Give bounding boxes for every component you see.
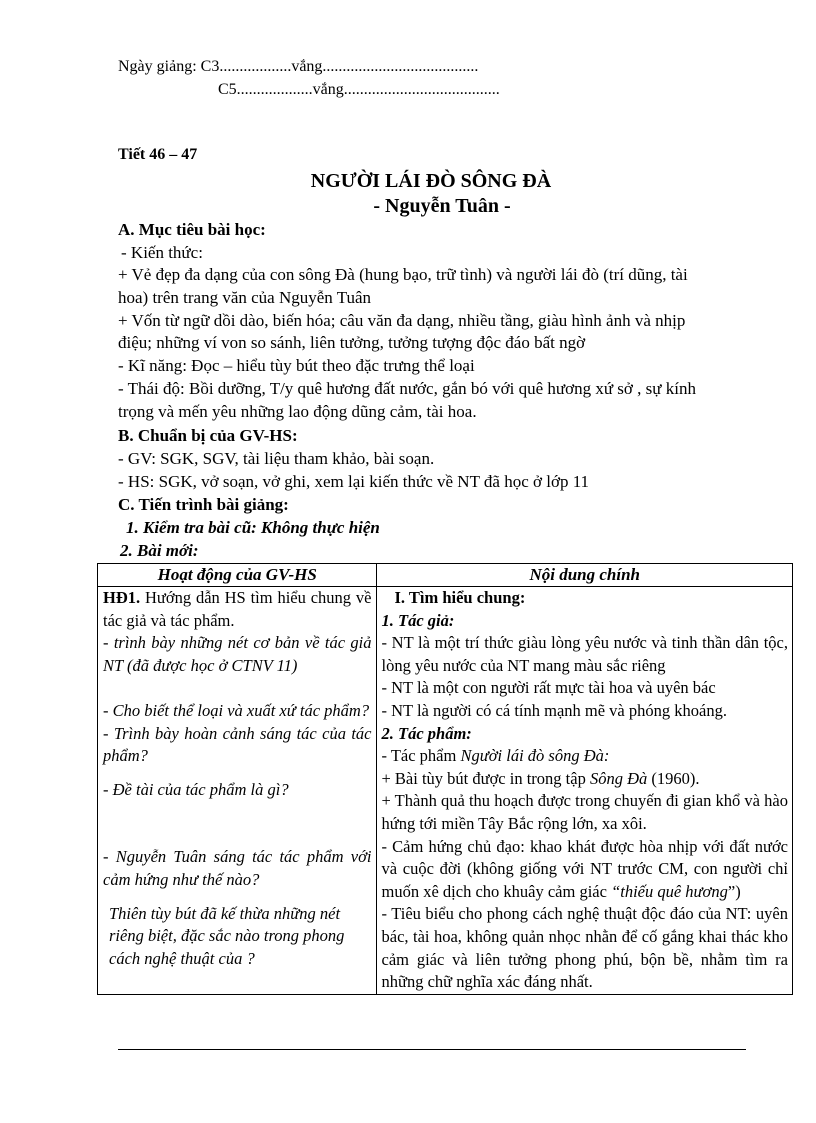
column-header-activities: Hoạt động của GV-HS	[98, 564, 377, 587]
inspiration-text: - Cảm hứng chủ đạo: khao khát được hòa nhịp với đất nước và cuộc đời (không giống với NT trước CM, con người chỉ muốn xê dịch cho khuây cảm giác	[381, 836, 788, 901]
teaching-date-line-1: Ngày giảng: C3..................vắng.......................................	[118, 58, 479, 75]
author-point: - NT là một con người rất mực tài hoa và uyên bác	[381, 678, 716, 698]
section-a-line: - Kĩ năng: Đọc – hiểu tùy bút theo đặc trưng thể loại	[118, 356, 475, 375]
section-a-line: trọng và mến yêu những lao động dũng cảm, tài hoa.	[118, 402, 477, 421]
inspiration-suffix: ”)	[727, 881, 741, 901]
activity-hd1	[103, 587, 372, 632]
section-a-heading: A. Mục tiêu bài học:	[118, 220, 266, 239]
question-genre: - Cho biết thể loại và xuất xứ tác phẩm?	[103, 700, 370, 720]
work-point	[382, 768, 789, 791]
section-a-line: hoa) trên trang văn của Nguyễn Tuân	[118, 288, 372, 307]
section-a-line: điệu; những ví von so sánh, liên tưởng, tưởng tượng độc đáo bất ngờ	[118, 333, 586, 352]
question-inspiration: - Nguyễn Tuân sáng tác tác phẩm với cảm hứng như thế nào?	[103, 847, 372, 889]
work-title: Người lái đò sông Đà:	[460, 746, 610, 766]
section-c-heading: C. Tiến trình bài giảng:	[118, 495, 289, 514]
section-c-item-1: 1. Kiểm tra bài cũ: Không thực hiện	[126, 518, 380, 537]
section-b-heading: B. Chuẩn bị của GV-HS:	[118, 426, 298, 445]
subheading-work: 2. Tác phẩm:	[381, 723, 472, 743]
question-topic: - Đề tài của tác phẩm là gì?	[103, 779, 289, 799]
hd1-text: Hướng dẫn HS tìm hiểu chung về tác giả và tác phẩm.	[103, 588, 372, 630]
section-a-line: - Kiến thức:	[121, 243, 203, 262]
lesson-title: NGƯỜI LÁI ĐÒ SÔNG ĐÀ	[310, 170, 552, 192]
section-b-line: - HS: SGK, vở soạn, vở ghi, xem lại kiến thức về NT đã học ở lớp 11	[118, 472, 590, 491]
section-a-line: - Thái độ: Bồi dưỡng, T/y quê hương đất nước, gắn bó với quê hương xứ sở , sự kính	[118, 379, 696, 398]
subheading-author: 1. Tác giả:	[381, 610, 455, 630]
inspiration-quote: “thiếu quê hương	[611, 881, 728, 901]
content-cell	[376, 587, 793, 995]
collection-prefix: + Bài tùy bút được in trong tập	[381, 768, 590, 788]
work-point: + Thành quả thu hoạch được trong chuyến đi gian khổ và hào hứng tới miền Tây Bắc rộng lớn, xa xôi.	[381, 791, 788, 833]
section-c-item-2: 2. Bài mới:	[120, 541, 199, 560]
collection-suffix: (1960).	[647, 768, 700, 788]
work-prefix: - Tác phẩm	[381, 746, 461, 766]
teaching-date-line-2: C5...................vắng.......................................	[218, 81, 500, 98]
bottom-rule	[118, 1049, 746, 1050]
table-row	[98, 587, 793, 995]
table-header-row	[98, 564, 793, 587]
section-a-line: + Vẻ đẹp đa dạng của con sông Đà (hung bạo, trữ tình) và người lái đò (trí dũng, tài	[118, 265, 688, 284]
work-point	[382, 836, 789, 904]
section-a-line: + Vốn từ ngữ dồi dào, biến hóa; câu văn đa dạng, nhiều tầng, giàu hình ảnh và nhịp	[118, 311, 686, 330]
work-point: - Tiêu biểu cho phong cách nghệ thuật độc đáo của NT: uyên bác, tài hoa, không quản nhọc nhằn để cố gắng khai thác kho cảm giác và liên tưởng phong phú, bộn bề, nhằm tìm ra những chữ nghĩa xác đáng nhất.	[381, 904, 788, 992]
lesson-period: Tiết 46 – 47	[118, 146, 198, 163]
work-point	[382, 745, 789, 768]
part-1-heading: I. Tìm hiểu chung:	[394, 588, 526, 607]
question-author: - trình bày những nét cơ bản về tác giả NT (đã được học ở CTNV 11)	[103, 633, 372, 675]
author-point: - NT là một trí thức giàu lòng yêu nước và tinh thần dân tộc, lòng yêu nước của NT mang màu sắc riêng	[381, 633, 788, 675]
question-context: - Trình bày hoàn cảnh sáng tác của tác phẩm?	[103, 723, 372, 766]
column-header-content: Nội dung chính	[376, 564, 793, 587]
hd1-label: HĐ1.	[103, 588, 141, 607]
lesson-author: - Nguyễn Tuân -	[373, 195, 511, 217]
question-style: Thiên tùy bút đã kế thừa những nét riêng biệt, đặc sắc nào trong phong cách nghệ thuật của ?	[109, 903, 345, 968]
collection-title: Sông Đà	[589, 768, 648, 788]
lesson-table	[97, 563, 793, 995]
author-point: - NT là người có cá tính mạnh mẽ và phóng khoáng.	[381, 700, 727, 720]
section-b-line: - GV: SGK, SGV, tài liệu tham khảo, bài soạn.	[118, 449, 435, 468]
activities-cell	[98, 587, 377, 995]
